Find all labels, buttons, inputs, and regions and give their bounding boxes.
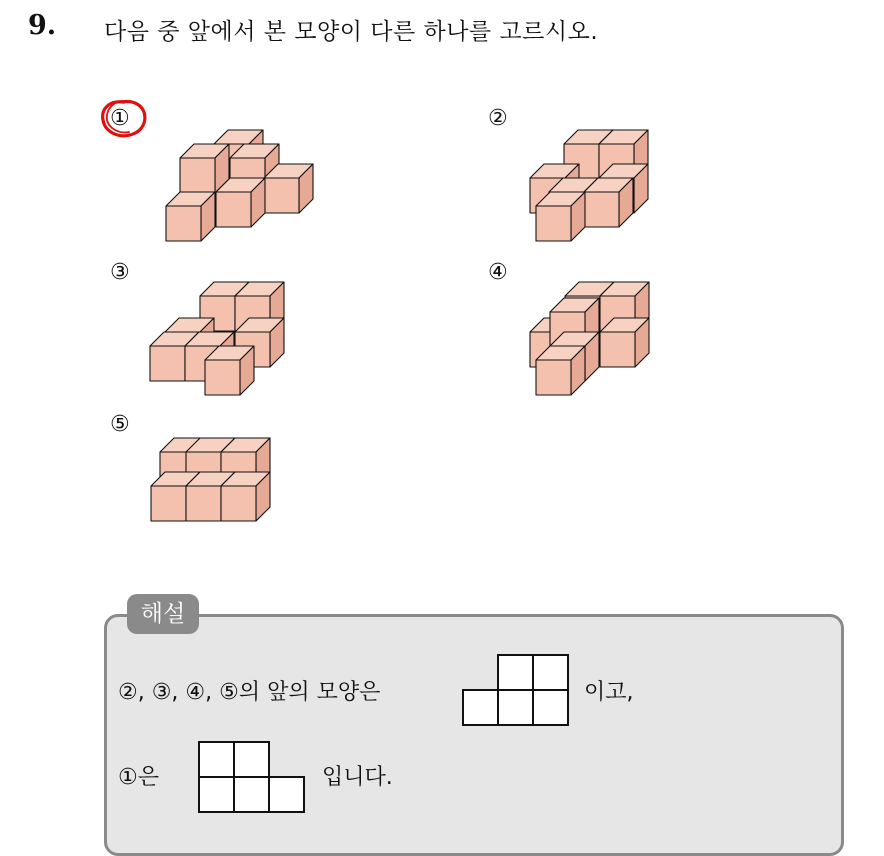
unit-cube (264, 164, 313, 213)
unit-cube (205, 346, 254, 395)
solution-box (104, 614, 844, 856)
unit-cube (216, 178, 265, 227)
figure-option-1[interactable] (150, 118, 330, 248)
question-text: 다음 중 앞에서 본 모양이 다른 하나를 고르시오. (104, 19, 599, 45)
unit-cube (584, 178, 633, 227)
unit-cube (536, 192, 585, 241)
unit-cube (536, 346, 585, 395)
figure-option-5[interactable] (140, 426, 290, 531)
solution-line2-prefix: ①은 (118, 765, 159, 790)
solution-line1-suffix: 이고, (584, 680, 634, 705)
solution-line1-prefix: ②, ③, ④, ⑤의 앞의 모양은 (118, 680, 381, 705)
solution-line2-suffix: 입니다. (322, 765, 393, 790)
unit-cube (166, 192, 215, 241)
front-view-grid-common (462, 653, 572, 727)
option-5-label[interactable]: ⑤ (110, 412, 130, 437)
figure-option-2[interactable] (520, 118, 660, 248)
front-view-grid-option-1 (198, 740, 308, 814)
solution-tab-label: 해설 (127, 594, 199, 634)
option-3-label[interactable]: ③ (110, 260, 130, 285)
option-1-label[interactable]: ① (110, 106, 130, 131)
option-2-label[interactable]: ② (488, 106, 508, 131)
unit-cube (221, 472, 270, 521)
figure-option-4[interactable] (520, 272, 660, 397)
unit-cube (600, 318, 649, 367)
question-number: 9. (28, 10, 57, 41)
figure-option-3[interactable] (140, 272, 300, 397)
answer-circle-mark (98, 96, 150, 142)
option-4-label[interactable]: ④ (488, 260, 508, 285)
